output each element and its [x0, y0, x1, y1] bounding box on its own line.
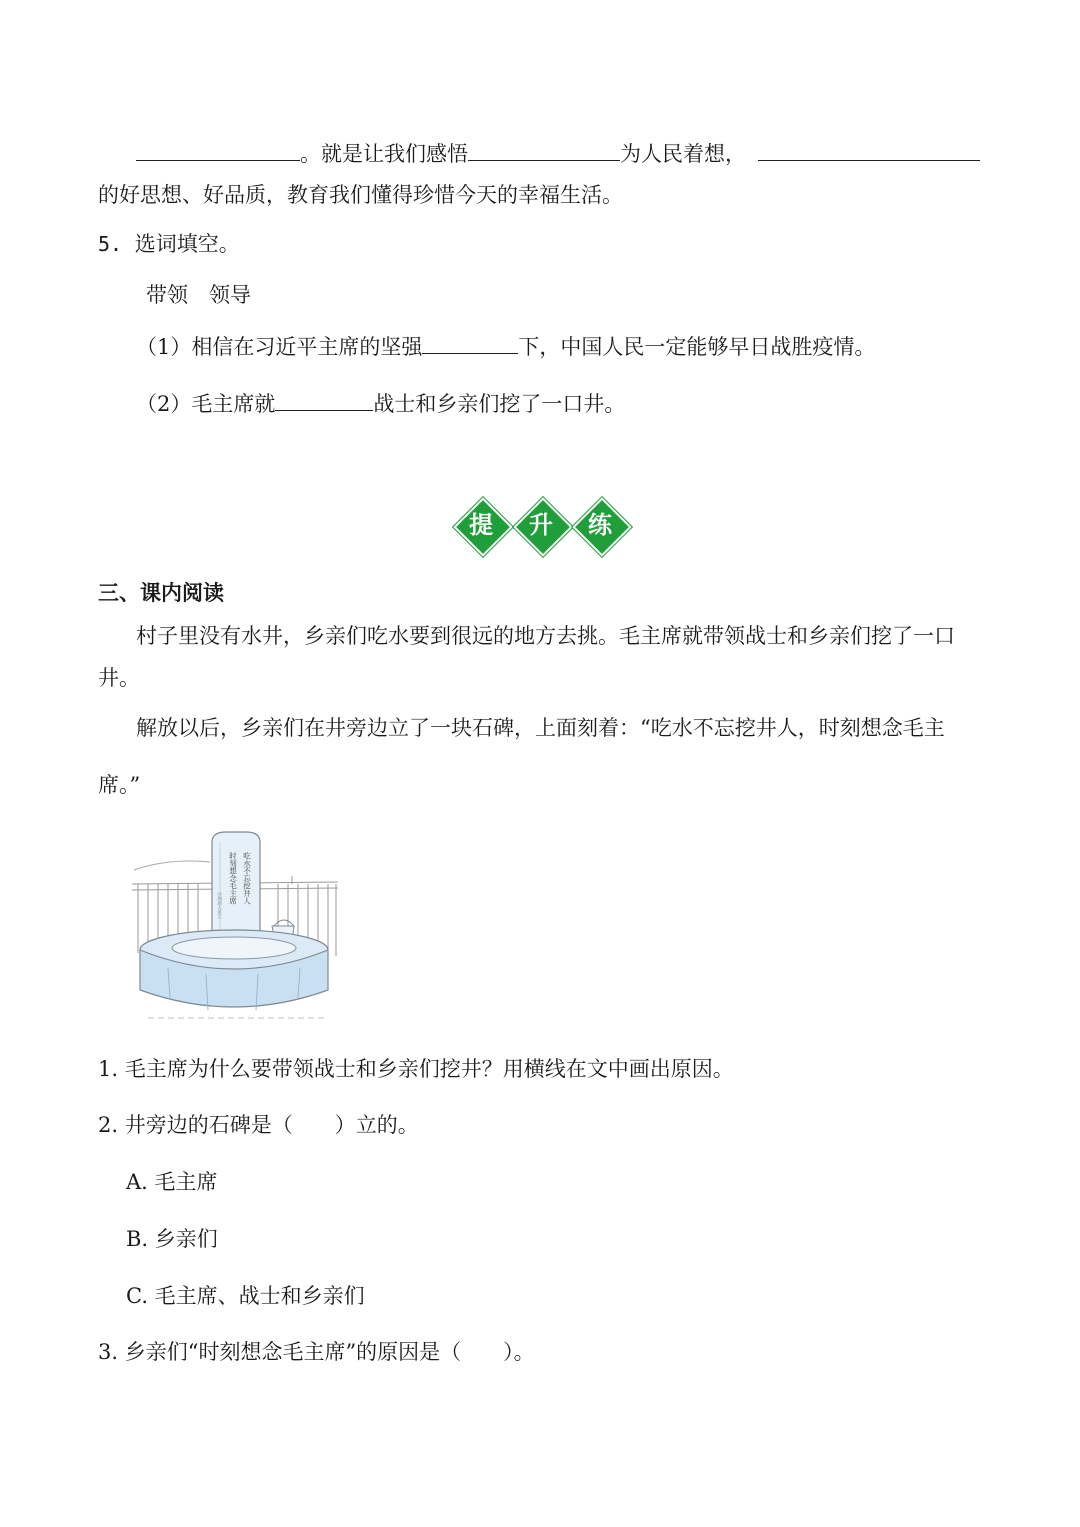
practice-badge [453, 493, 633, 557]
q5-item-2-blank[interactable] [275, 388, 373, 411]
badge-diamond-1 [455, 499, 507, 551]
badge-char-2: 升 [529, 511, 553, 539]
q5-item-1 [136, 331, 875, 362]
stele-inscription-col2: 时刻想念毛主席 [228, 852, 238, 905]
q4-text-segment-2: 为人民着想， [620, 142, 746, 166]
q5-item-1-blank[interactable] [422, 331, 518, 354]
stele-icon [212, 832, 260, 946]
well-stele-illustration [128, 828, 340, 1028]
badge-char-1: 提 [469, 511, 493, 539]
question-2: 2. 井旁边的石碑是（ ）立的。 [98, 1113, 419, 1137]
stele-inscription-col1: 吃水不忘挖井人 [242, 852, 252, 905]
well-icon [140, 930, 328, 1018]
q4-blank-3[interactable] [758, 138, 980, 161]
question-2-option-b[interactable]: B. 乡亲们 [126, 1227, 218, 1251]
q5-item-2-suffix: 战士和乡亲们挖了一口井。 [373, 392, 626, 416]
q5-word-choices: 带领 领导 [146, 283, 251, 307]
reading-para-2-line-2: 席。” [98, 773, 141, 797]
reading-para-2-line-1: 解放以后，乡亲们在井旁边立了一块石碑，上面刻着：“吃水不忘挖井人，时刻想念毛主 [136, 716, 945, 740]
reading-para-1-line-1: 村子里没有水井，乡亲们吃水要到很远的地方去挑。毛主席就带领战士和乡亲们挖了一口 [136, 624, 955, 648]
question-1: 1. 毛主席为什么要带领战士和乡亲们挖井？用横线在文中画出原因。 [98, 1057, 734, 1081]
q5-item-1-prefix: （1）相信在习近平主席的坚强 [136, 335, 423, 359]
q4-blank-1[interactable] [136, 138, 300, 161]
q4-continuation-line2: 的好思想、好品质，教育我们懂得珍惜今天的幸福生活。 [98, 183, 623, 207]
badge-char-3: 练 [588, 511, 612, 539]
badge-diamond-3 [574, 499, 626, 551]
stele-inscription-col3: 沙洲坝人民立 [216, 892, 222, 919]
q5-number: 5. [98, 232, 123, 256]
badge-diamond-2 [515, 499, 567, 551]
q4-continuation-line1 [136, 138, 980, 169]
question-3: 3. 乡亲们“时刻想念毛主席”的原因是（ ）。 [98, 1340, 535, 1364]
section-3-heading: 三、课内阅读 [98, 580, 224, 605]
reading-para-1-line-2: 井。 [98, 666, 140, 690]
q4-text-segment-1: 。就是让我们感悟 [300, 142, 468, 166]
q5-item-1-suffix: 下，中国人民一定能够早日战胜疫情。 [518, 335, 876, 359]
question-2-option-c[interactable]: C. 毛主席、战士和乡亲们 [126, 1284, 365, 1308]
q4-blank-2[interactable] [468, 138, 620, 161]
q5-item-2-prefix: （2）毛主席就 [136, 392, 276, 416]
q5-title [98, 229, 240, 259]
q5-title-text: 选词填空。 [134, 232, 240, 256]
q5-item-2 [136, 388, 625, 419]
question-2-option-a[interactable]: A. 毛主席 [126, 1170, 218, 1194]
